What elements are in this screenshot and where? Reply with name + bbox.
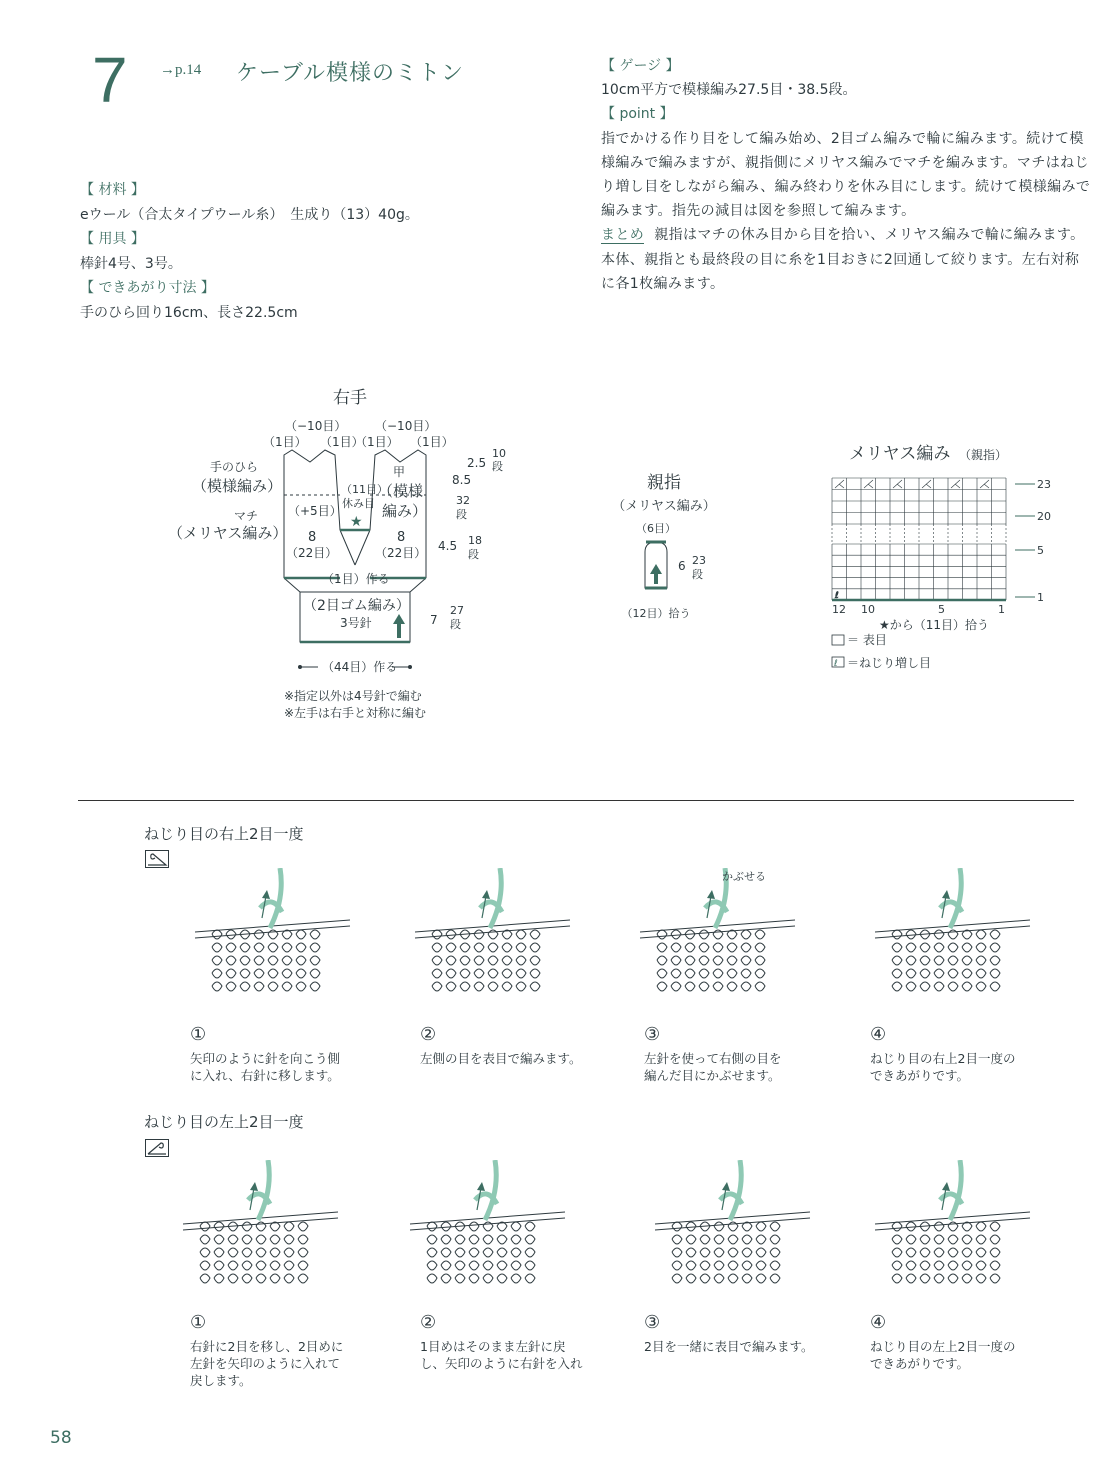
one-stitch-make: （1目）作る [322,572,390,586]
legend-knit: ＝ 表目 [847,633,887,647]
col-label-12: 12 [832,603,846,616]
dim-10-rows: 10 [492,447,506,460]
section2-title: ねじり目の左上2目一度 [144,1113,304,1131]
right-hand-diagram [160,380,540,730]
dan-label: 段 [450,618,461,631]
step-number: ④ [870,1312,887,1333]
knit-illustration [183,1160,338,1283]
step-number: ① [190,1024,207,1045]
section1-illustrations [190,868,1070,1013]
step-number: ① [190,1312,207,1333]
note-needle: ※指定以外は4号針で編む [284,689,422,703]
ribbing-label: （2目ゴム編み） [303,598,410,614]
section1-title: ねじり目の右上2目一度 [144,825,304,843]
rest-stitch-label: 休み目 [342,497,375,510]
step-text: 2目を一緒に表目で編みます。 [644,1339,814,1354]
top-right-decrease: （−10目） [375,419,437,433]
row-label-20: 20 [1037,510,1051,523]
dan-label: 段 [692,568,703,581]
materials-heading: 【 材料 】 [80,182,145,198]
knit-illustration [415,868,570,991]
dim-7: 7 [430,613,438,627]
section-divider [78,800,1074,801]
row-label-23: 23 [1037,478,1051,491]
right-dec-symbol-icon [145,850,169,868]
needle-size-label: 3号針 [340,616,372,630]
dim-8-5: 8.5 [452,473,472,487]
knit-illustration [410,1160,565,1283]
rest-stitch-count: （11目） [341,483,388,496]
thumb-top-count: （6目） [636,522,676,535]
svg-text:ℓ: ℓ [835,591,839,601]
knit-illustration [640,868,795,991]
thumb-title: 親指 [647,473,681,493]
knit-illustration [655,1160,810,1283]
pattern-number: 7 [92,44,128,116]
dim-32-rows: 32 [456,494,470,507]
step-text: 右針に2目を移し、2目めに 左針を矢印のように入れて 戻します。 [190,1339,344,1388]
matome-text: 親指はマチの休み目から目を拾い、メリヤス編みで輪に編みます。本体、親指とも最終段の目に糸を1目おきに2回通して絞ります。左右対称に各1枚編みます。 [601,227,1085,292]
knit-illustration [195,868,350,991]
step-number: ② [420,1312,437,1333]
height-8-right: 8 [397,530,406,545]
row-label-1: 1 [1037,591,1044,604]
thumb-pattern: （メリヤス編み） [612,499,716,514]
point-text: 指でかける作り目をして編み始め、2目ゴム編みで輪に編みます。続けて模様編みで編みますが、親指側にメリヤス編みでマチを編みます。マチはねじり増し目をしながら編み、編み終わりを休み目にします。続けて模様編みで編みます。指先の減目は図を参照して編みます。 [601,130,1091,220]
row-label-5: 5 [1037,544,1044,557]
left-dec-symbol-icon [145,1139,169,1157]
machi-pattern-label: （メリヤス編み） [168,524,288,542]
stitch-chart [825,438,1085,674]
dan-label: 段 [492,460,503,473]
gauge-heading: 【 ゲージ 】 [601,58,680,74]
size-text: 手のひら回り16cm、長さ22.5cm [80,304,298,321]
chart-pick-label: ★から（11目）拾う [879,618,990,632]
matome-label: まとめ [601,227,645,244]
back-pattern-label: （模様 [378,482,424,500]
height-8-left: 8 [308,530,317,545]
step-text: ねじり目の左上2目一度の できあがりです。 [870,1339,1016,1371]
section2-illustrations [180,1160,1060,1300]
thumb-pick-up: （12目）拾う [621,607,691,620]
point-heading: 【 point 】 [601,106,674,123]
kabuseru-label: かぶせる [722,870,766,883]
thumb-diagram [600,460,750,630]
chart-title-sub: （親指） [959,448,1008,462]
tools-heading: 【 用具 】 [80,231,145,247]
step-text: 左針を使って右側の目を 編んだ目にかぶせます。 [644,1051,782,1083]
materials-text: eウール（合太タイプウール糸） 生成り（13）40g。 [80,206,419,223]
step-number: ③ [644,1024,661,1045]
knit-illustration [875,1160,1030,1283]
stitch-22-right: （22目） [375,546,427,560]
dan-label: 段 [456,508,467,521]
step-text: 左側の目を表目で編みます。 [420,1051,582,1066]
step-number: ③ [644,1312,661,1333]
back-label: 甲 [393,465,406,479]
svg-text:★: ★ [350,514,363,530]
dim-2-5: 2.5 [467,456,487,470]
size-heading: 【 できあがり寸法 】 [80,280,215,296]
legend-twist-symbol: ℓ [834,659,838,669]
palm-pattern-label: （模様編み） [192,477,283,495]
dim-4-5: 4.5 [438,539,458,553]
plus-five-label: （+5目） [288,504,342,518]
palm-label: 手のひら [210,460,259,474]
tools-text: 棒針4号、3号。 [80,255,182,272]
col-label-10: 10 [861,603,875,616]
stitch-22-left: （22目） [286,546,338,560]
one-stitch-label: （1目） [355,435,399,449]
one-stitch-label: （1目） [263,435,307,449]
pattern-title: ケーブル模様のミトン [236,61,465,86]
step-text: 1目めはそのまま左針に戻 し、矢印のように右針を入れ [420,1339,583,1371]
page-number: 58 [50,1428,72,1448]
page-reference: →p.14 [160,62,202,78]
col-label-1: 1 [998,603,1005,616]
machi-label: マチ [234,509,259,523]
step-text: 矢印のように針を向こう側 に入れ、右針に移します。 [190,1051,341,1083]
chart-title: メリヤス編み [849,444,951,464]
step-text: ねじり目の右上2目一度の できあがりです。 [870,1051,1016,1083]
thumb-dim-6: 6 [678,559,686,573]
col-label-5: 5 [938,603,945,616]
instructions-block [601,54,1091,296]
gauge-text: 10cm平方で模様編み27.5目・38.5段。 [601,82,857,99]
right-hand-title: 右手 [333,388,367,408]
cast-on-label: （44目）作る [322,660,398,674]
dan-label: 段 [468,548,479,561]
knit-illustration [875,868,1030,991]
one-stitch-label: （1目） [320,435,364,449]
materials-block [80,178,419,325]
matome-paragraph [601,223,1091,296]
top-left-decrease: （−10目） [285,419,347,433]
step-number: ② [420,1024,437,1045]
step-number: ④ [870,1024,887,1045]
one-stitch-label: （1目） [410,435,454,449]
dim-27-rows: 27 [450,604,464,617]
back-pattern-label: 編み） [382,502,428,520]
dim-18-rows: 18 [468,534,482,547]
note-left-hand: ※左手は右手と対称に編む [284,706,427,720]
thumb-dim-23-rows: 23 [692,554,706,567]
legend-twist-increase: ＝ねじり増し目 [847,656,932,670]
